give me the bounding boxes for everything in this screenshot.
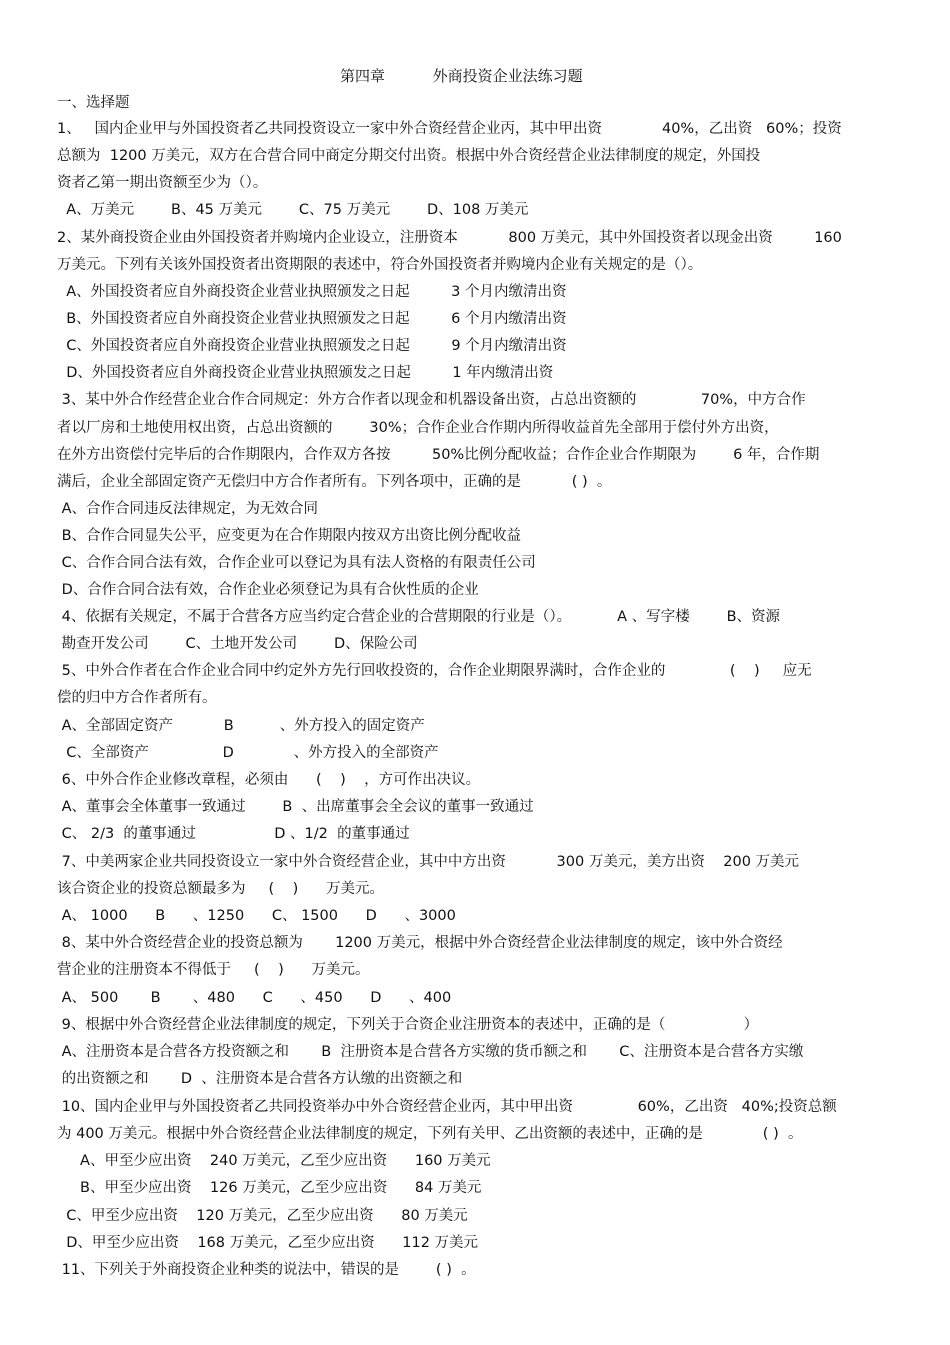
- text-line: A、 500 B 、480 C 、450 D 、400: [57, 990, 452, 1006]
- text-line: 的出资额之和 D 、注册资本是合营各方认缴的出资额之和: [57, 1071, 463, 1087]
- text-line: 3、某中外合作经营企业合作合同规定：外方合作者以现金和机器设备出资，占总出资额的 70%，中方合作: [57, 392, 806, 408]
- text-line: 偿的归中方合作者所有。: [57, 690, 217, 706]
- text-line: C、 2/3 的董事通过 D 、1/2 的董事通过: [57, 826, 410, 842]
- text-line: 11、下列关于外商投资企业种类的说法中，错误的是 ( ) 。: [57, 1262, 476, 1278]
- text-line: 4、依据有关规定，不属于合营各方应当约定合营企业的合营期限的行业是（）。 A 、写字楼 B、资源: [57, 609, 781, 625]
- text-line: 资者乙第一期出资额至少为（）。: [57, 175, 268, 191]
- text-line: A、全部固定资产 B 、外方投入的固定资产: [57, 718, 425, 734]
- text-line: 者以厂房和土地使用权出资，占总出资额的 30%；合作企业合作期内所得收益首先全部用于偿付外方出资，: [57, 420, 779, 436]
- text-line: B、合作合同显失公平，应变更为在合作期限内按双方出资比例分配收益: [57, 528, 522, 544]
- text-line: A、甲至少应出资 240 万美元，乙至少应出资 160 万美元: [57, 1153, 491, 1169]
- text-line: B、外国投资者应自外商投资企业营业执照颁发之日起 6 个月内缴清出资: [57, 311, 567, 327]
- text-line: 10、国内企业甲与外国投资者乙共同投资举办中外合资经营企业丙，其中甲出资 60%，乙出资 40%;投资总额: [57, 1099, 837, 1115]
- text-line: D、甲至少应出资 168 万美元，乙至少应出资 112 万美元: [57, 1235, 479, 1251]
- text-line: 该合资企业的投资总额最多为 ( ) 万美元。: [57, 881, 384, 897]
- text-line: 营企业的注册资本不得低于 ( ) 万美元。: [57, 962, 370, 978]
- text-line: 在外方出资偿付完毕后的合作期限内，合作双方各按 50%比例分配收益；合作企业合作期限为 6 年，合作期: [57, 447, 820, 463]
- text-line: 勘查开发公司 C、土地开发公司 D、保险公司: [57, 636, 418, 652]
- text-line: 为 400 万美元。根据中外合资经营企业法律制度的规定，下列有关甲、乙出资额的表述中，正确的是 ( ) 。: [57, 1126, 803, 1142]
- text-line: 2、某外商投资企业由外国投资者并购境内企业设立，注册资本 800 万美元，其中外国投资者以现金出资 160: [57, 230, 842, 246]
- text-line: D、外国投资者应自外商投资企业营业执照颁发之日起 1 年内缴清出资: [57, 365, 554, 381]
- page-title: 第四章 外商投资企业法练习题: [340, 67, 583, 85]
- text-line: A、万美元 B、45 万美元 C、75 万美元 D、108 万美元: [57, 202, 529, 218]
- text-line: 满后，企业全部固定资产无偿归中方合作者所有。下列各项中，正确的是 ( ) 。: [57, 474, 612, 490]
- text-line: A、合作合同违反法律规定，为无效合同: [57, 501, 319, 517]
- text-line: A、注册资本是合营各方投资额之和 B 注册资本是合营各方实缴的货币额之和 C、注册资本是合营各方实缴: [57, 1044, 804, 1060]
- text-line: B、甲至少应出资 126 万美元，乙至少应出资 84 万美元: [57, 1180, 482, 1196]
- text-line: 5、中外合作者在合作企业合同中约定外方先行回收投资的，合作企业期限界满时，合作企业的 ( ) 应无: [57, 663, 812, 679]
- text-line: A、董事会全体董事一致通过 B 、出席董事会全会议的董事一致通过: [57, 799, 534, 815]
- text-line: 一、选择题: [57, 95, 130, 111]
- text-line: 7、中美两家企业共同投资设立一家中外合资经营企业，其中中方出资 300 万美元，美方出资 200 万美元: [57, 854, 800, 870]
- text-line: 万美元。下列有关该外国投资者出资期限的表述中，符合外国投资者并购境内企业有关规定的是（）。: [57, 257, 703, 273]
- text-line: 9、根据中外合资经营企业法律制度的规定，下列关于合资企业注册资本的表述中，正确的是（ ）: [57, 1017, 759, 1033]
- text-line: C、甲至少应出资 120 万美元，乙至少应出资 80 万美元: [57, 1208, 468, 1224]
- text-line: 6、中外合作企业修改章程，必须由 ( ) ，方可作出决议。: [57, 772, 481, 788]
- text-line: 8、某中外合资经营企业的投资总额为 1200 万美元，根据中外合资经营企业法律制度的规定，该中外合资经: [57, 935, 783, 951]
- text-line: D、合作合同合法有效，合作企业必须登记为具有合伙性质的企业: [57, 582, 479, 598]
- text-line: C、合作合同合法有效，合作企业可以登记为具有法人资格的有限责任公司: [57, 555, 536, 571]
- text-line: C、全部资产 D 、外方投入的全部资产: [57, 745, 439, 761]
- text-line: 1、 国内企业甲与外国投资者乙共同投资设立一家中外合资经营企业丙，其中甲出资 40%，乙出资 60%；投资: [57, 121, 842, 137]
- text-line: C、外国投资者应自外商投资企业营业执照颁发之日起 9 个月内缴清出资: [57, 338, 567, 354]
- text-line: 总额为 1200 万美元，双方在合营合同中商定分期交付出资。根据中外合资经营企业法律制度的规定，外国投: [57, 148, 761, 164]
- text-line: A、 1000 B 、1250 C、 1500 D 、3000: [57, 908, 456, 924]
- text-line: A、外国投资者应自外商投资企业营业执照颁发之日起 3 个月内缴清出资: [57, 284, 567, 300]
